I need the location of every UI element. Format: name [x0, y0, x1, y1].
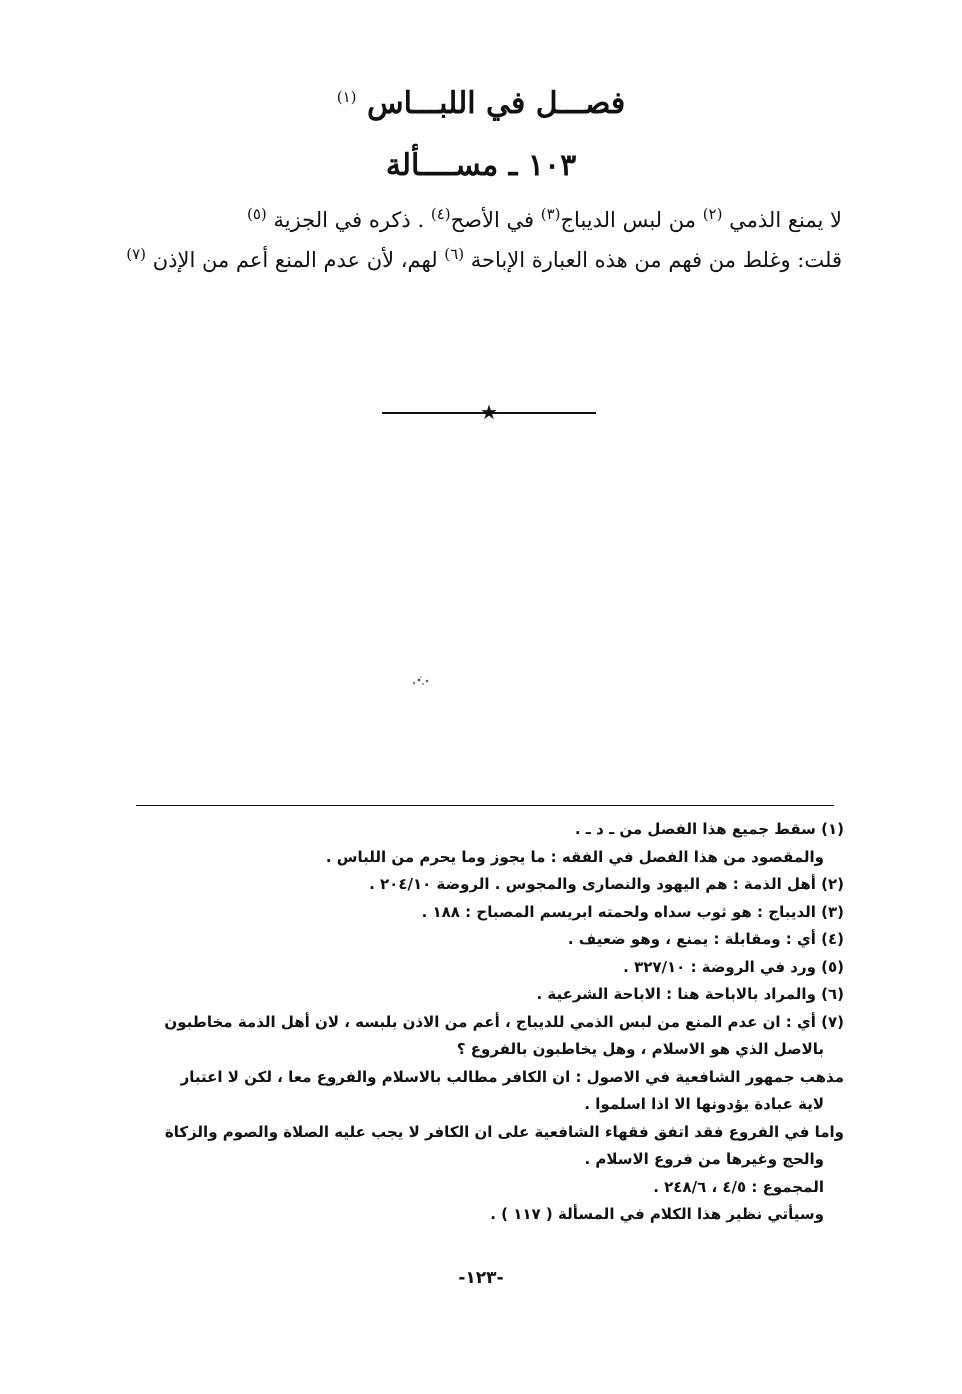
- issue-title: ١٠٣ ـ مســــألة: [385, 148, 577, 183]
- main-text: [122, 200, 842, 280]
- footnotes: [134, 816, 844, 1229]
- footnote-line: واما في الفروع فقد اتفق فقهاء الشافعية على ان الكافر لا يجب عليه الصلاة والصوم والزكاة: [164, 1122, 844, 1141]
- footnote-ref: (٧): [126, 245, 147, 263]
- footnote-line: (٣) الديباج : هو ثوب سداه ولحمته ابريسم المصباح : ١٨٨ .: [421, 902, 844, 921]
- main-text-segment: في الأصح: [450, 208, 535, 232]
- footnote-line: (٤) أي : ومقابلة : يمنع ، وهو ضعيف .: [567, 930, 844, 948]
- footnote-ref: (٦): [444, 245, 465, 263]
- footnote-divider: [136, 805, 834, 806]
- footnote-line: وسيأتي نظير هذا الكلام في المسألة ( ١١٧ ) .: [490, 1205, 824, 1223]
- main-text-segment: لهم، لأن عدم المنع أعم من الإذن: [152, 248, 438, 272]
- footnote-ref: (٤): [430, 205, 451, 223]
- footnote-line: (٧) أي : ان عدم المنع من لبس الذمي للديباج ، أعم من الاذن بلبسه ، لان أهل الذمة مخاطبون: [164, 1012, 844, 1031]
- main-text-line: [122, 200, 842, 240]
- main-text-segment: . ذكره في الجزية: [273, 208, 425, 232]
- chapter-note-ref: (١): [336, 88, 357, 106]
- footnote-line: (٦) والمراد بالاباحة هنا : الاباحة الشرعية .: [536, 985, 844, 1003]
- star-icon: ★: [480, 400, 498, 424]
- footnote-line: (٥) ورد في الروضة : ٣٢٧/١٠ .: [623, 957, 844, 976]
- footnote-line: لاية عبادة يؤدونها الا اذا اسلموا .: [584, 1095, 824, 1113]
- main-text-segment: قلت: وغلط من فهم من هذه العبارة الإباحة: [470, 248, 842, 272]
- section-separator: [382, 401, 596, 425]
- ink-smudge: [410, 674, 432, 688]
- page-number: -١٢٣-: [458, 1268, 504, 1288]
- footnote-line: بالاصل الذي هو الاسلام ، وهل يخاطبون بالفروع ؟: [456, 1040, 824, 1058]
- footnote-line: والحج وغيرها من فروع الاسلام .: [584, 1150, 824, 1168]
- footnote-line: (٢) أهل الذمة : هم اليهود والنصارى والمجوس . الروضة ٢٠٤/١٠ .: [369, 875, 844, 893]
- footnote-ref: (٢): [702, 205, 723, 223]
- footnote-line: المجموع : ٤/٥ ، ٢٤٨/٦ .: [653, 1177, 824, 1196]
- footnote-ref: (٥): [247, 205, 267, 223]
- chapter-title: [0, 84, 962, 124]
- main-text-segment: من لبس الديباج: [560, 208, 696, 232]
- footnote-ref: (٣): [540, 205, 561, 223]
- main-text-segment: لا يمنع الذمي: [729, 208, 842, 232]
- chapter-title-text: فصـــل في اللبـــاس: [366, 86, 626, 121]
- footnote-line: والمقصود من هذا الفصل في الفقه : ما يجوز وما يحرم من اللباس .: [325, 847, 824, 866]
- footnote-line: مذهب جمهور الشافعية في الاصول : ان الكافر مطالب بالاسلام والفروع معا ، لكن لا اعتبار: [180, 1067, 844, 1086]
- footnote-line: (١) سقط جميع هذا الفصل من ـ د ـ .: [574, 820, 844, 838]
- main-text-line: [122, 240, 842, 280]
